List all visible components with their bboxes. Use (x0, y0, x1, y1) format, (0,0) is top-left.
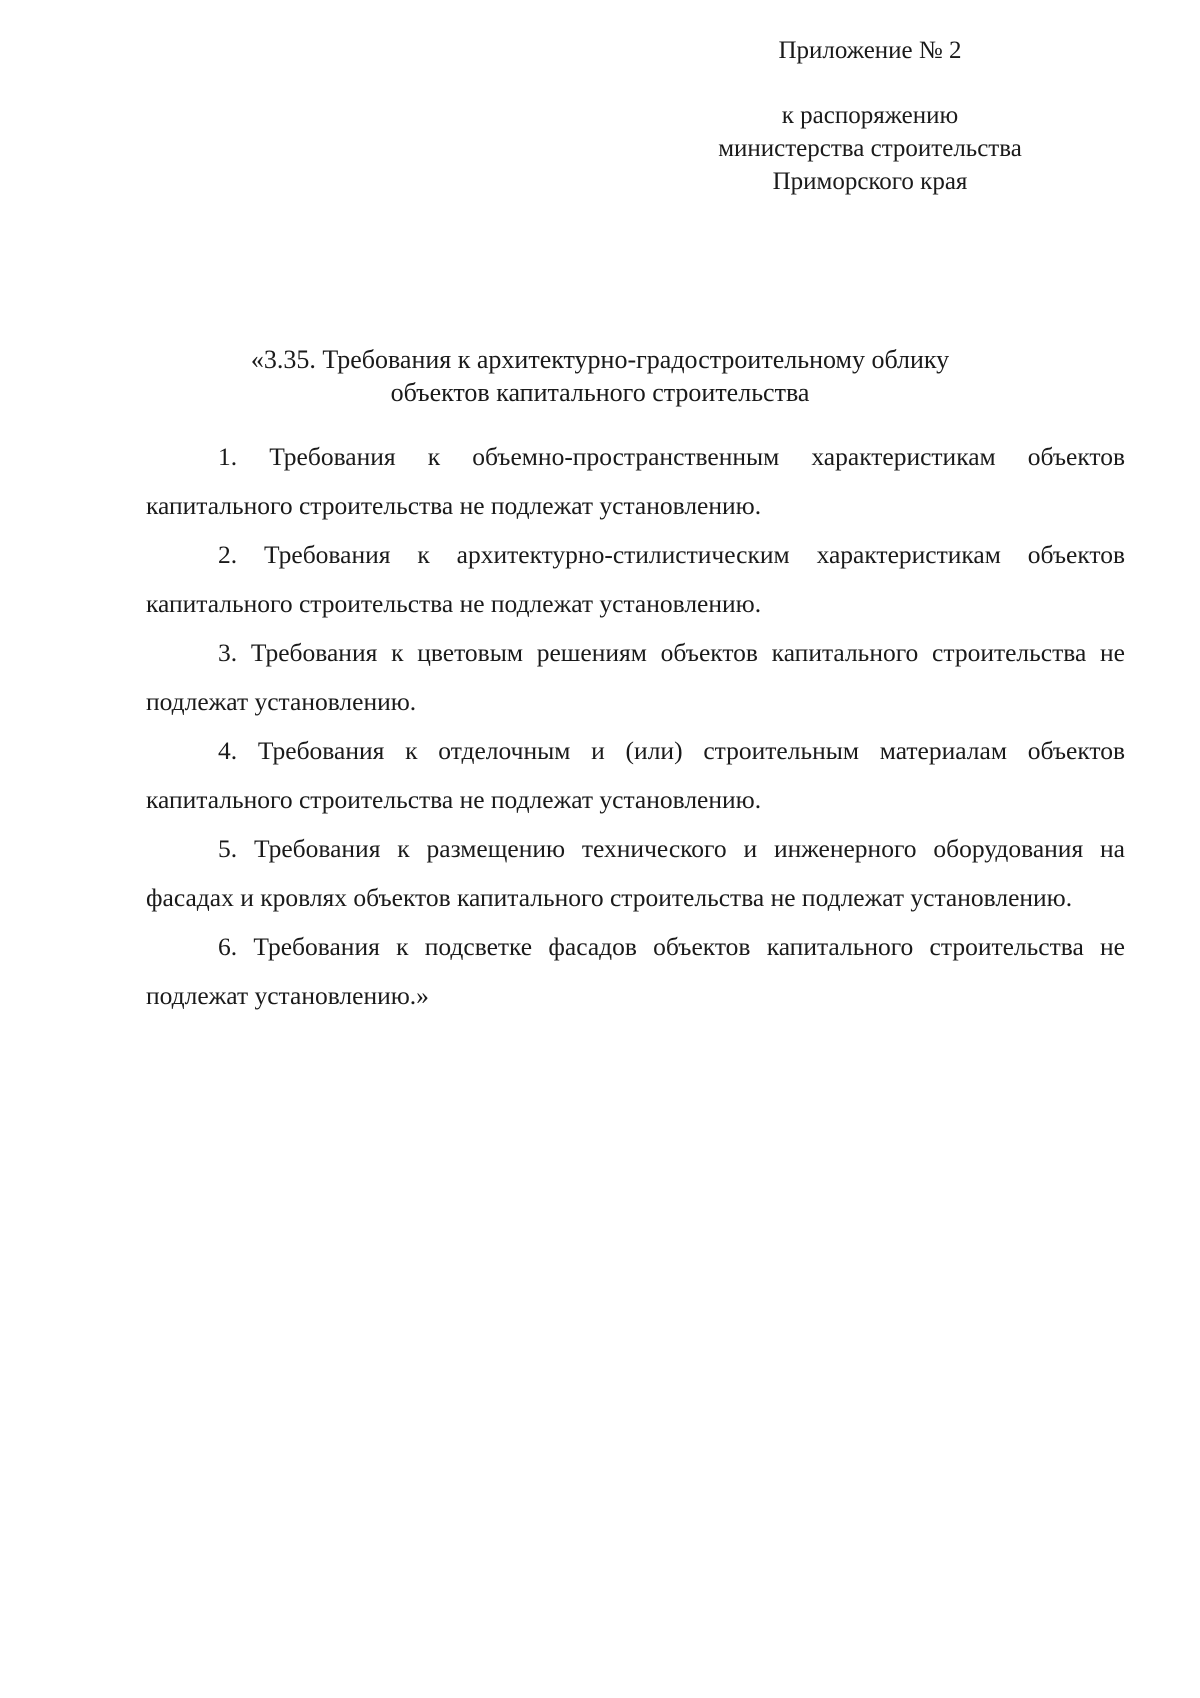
requirement-item: 4. Требования к отделочным и (или) строительным материалам объектов капитального строительства не подлежат установлению. (146, 736, 1125, 814)
requirement-item: 1. Требования к объемно-пространственным характеристикам объектов капитального строительства не подлежат установлению. (146, 442, 1125, 520)
appendix-header (690, 34, 1050, 198)
appendix-ref-line: министерства строительства (718, 135, 1022, 162)
requirements-list (146, 432, 1125, 1020)
section-heading-line-2: объектов капитального строительства (390, 378, 810, 407)
requirement-item: 6. Требования к подсветке фасадов объектов капитального строительства не подлежат установлению.» (146, 932, 1125, 1010)
section-heading (100, 343, 1100, 409)
section-heading-line-1: «3.35. Требования к архитектурно-градостроительному облику (250, 345, 950, 374)
appendix-ref-line: к распоряжению (781, 102, 959, 129)
appendix-reference (690, 99, 1050, 198)
requirement-item: 5. Требования к размещению технического и инженерного оборудования на фасадах и кровлях объектов капитального строительства не подлежат установлению. (146, 834, 1125, 912)
appendix-number: Приложение № 2 (778, 37, 962, 64)
requirement-item: 2. Требования к архитектурно-стилистическим характеристикам объектов капитального строительства не подлежат установлению. (146, 540, 1125, 618)
requirement-item: 3. Требования к цветовым решениям объектов капитального строительства не подлежат установлению. (146, 638, 1125, 716)
appendix-ref-line: Приморского края (772, 168, 968, 195)
